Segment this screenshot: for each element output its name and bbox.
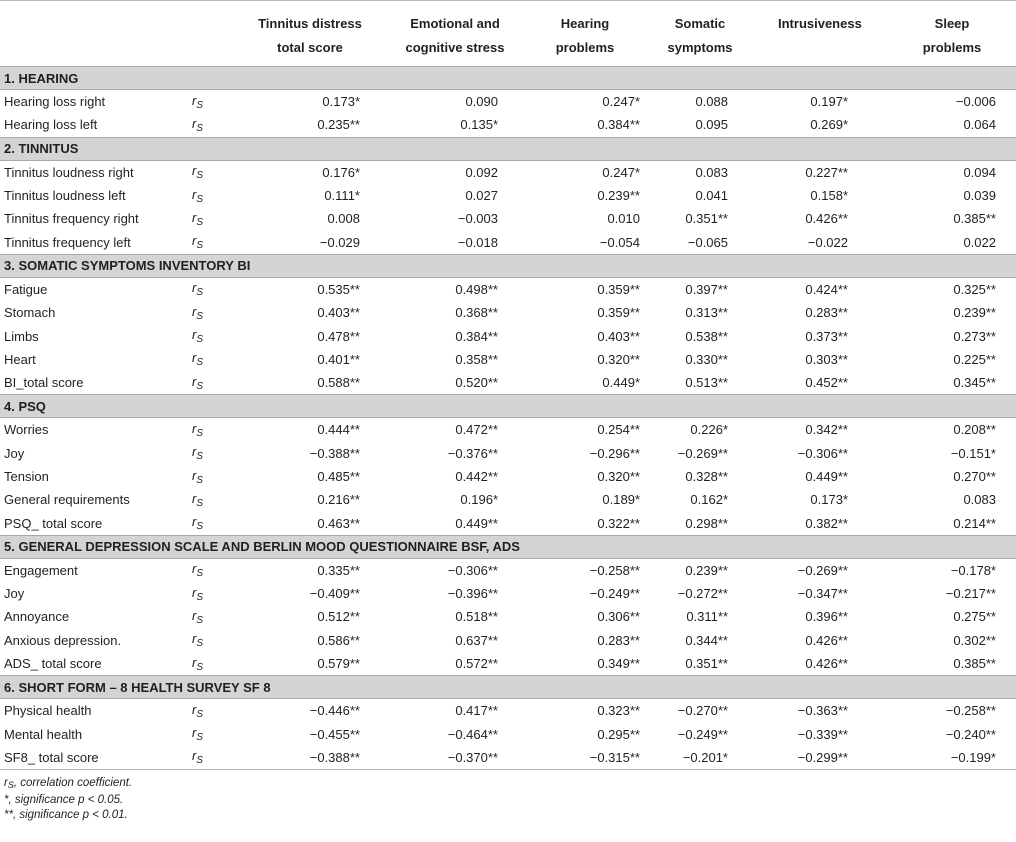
table-cell: 0.538** (685, 328, 728, 344)
table-cell: 0.225** (953, 351, 996, 367)
table-cell: 0.088 (695, 94, 728, 110)
rs-symbol: $r_S$ (192, 514, 204, 533)
table-cell: 0.239** (685, 562, 728, 578)
table-cell: 0.384** (455, 328, 498, 344)
table-cell: 0.325** (953, 281, 996, 297)
table-cell: 0.478** (317, 328, 360, 344)
table-cell: 0.385** (953, 211, 996, 227)
table-cell: 0.208** (953, 422, 996, 438)
table-cell: 0.135* (460, 117, 498, 133)
table-row-fatigue (0, 277, 1016, 301)
table-cell: 0.283** (597, 632, 640, 648)
table-cell: 0.306** (597, 609, 640, 625)
table-row-hearing-loss-right (0, 90, 1016, 114)
table-cell: −0.299** (760, 746, 888, 770)
table-cell: 0.345** (953, 375, 996, 391)
table-cell: −0.363** (797, 703, 848, 719)
table-row-engagement (0, 558, 1016, 582)
table-cell: 0.313** (685, 305, 728, 321)
rs-symbol: $r_S$ (192, 350, 204, 369)
section-header-2 (0, 137, 1016, 160)
table-cell: −0.240** (945, 726, 996, 742)
table-cell: 0.330** (685, 351, 728, 367)
rs-symbol: $r_S$ (192, 654, 204, 673)
table-cell: 0.449** (455, 515, 498, 531)
header-empty-rs (188, 1, 240, 67)
table-cell: 0.572** (455, 656, 498, 672)
table-cell: 0.368** (455, 305, 498, 321)
header-col-tinnitus-distress: Tinnitus distress total score (240, 1, 380, 67)
table-cell: 0.442** (455, 469, 498, 484)
row-label: Annoyance (4, 609, 70, 625)
table-cell: 0.359** (597, 305, 640, 321)
footnotes (0, 770, 1016, 823)
table-cell: 0.303** (805, 351, 848, 367)
table-cell: 0.323** (597, 703, 640, 719)
table-cell: 0.247* (602, 94, 640, 110)
table-cell: −0.269** (797, 562, 848, 578)
table-cell: 0.083 (963, 492, 996, 508)
table-row-worries (0, 418, 1016, 442)
table-cell: 0.472** (455, 422, 498, 438)
header-col-hearing-problems: Hearing problems (530, 1, 640, 67)
rs-symbol: $r_S$ (192, 444, 204, 463)
table-row-mental-health (0, 723, 1016, 746)
rs-symbol: $r_S$ (188, 746, 240, 770)
table-cell: −0.199* (888, 746, 1016, 770)
table-cell: −0.272** (677, 586, 728, 602)
table-cell: −0.022 (807, 234, 848, 250)
section-title: 6. SHORT FORM – 8 HEALTH SURVEY SF 8 (0, 676, 1016, 699)
row-label: Anxious depression. (4, 632, 122, 648)
table-cell: 0.320** (597, 351, 640, 367)
table-cell: 0.197* (810, 94, 848, 110)
table-cell: −0.054 (599, 234, 640, 250)
table-cell: 0.396** (805, 609, 848, 625)
table-cell: 0.270** (953, 469, 996, 484)
table-cell: 0.351** (685, 656, 728, 672)
table-row-stomach (0, 301, 1016, 324)
header-col-sleep-problems: Sleep problems (888, 1, 1016, 67)
table-cell: 0.320** (597, 469, 640, 484)
table-cell: 0.094 (963, 164, 996, 180)
table-cell: 0.176* (322, 164, 360, 180)
row-label: Hearing loss right (4, 94, 106, 110)
table-row-limbs (0, 324, 1016, 347)
table-cell: 0.342** (805, 422, 848, 438)
table-cell: −0.409** (309, 586, 360, 602)
row-label: PSQ_ total score (4, 515, 103, 531)
row-label: Stomach (4, 305, 56, 321)
rs-symbol: $r_S$ (192, 420, 204, 439)
table-cell: 0.586** (317, 632, 360, 648)
rs-symbol: $r_S$ (192, 303, 204, 322)
table-cell: 0.090 (465, 94, 498, 110)
table-cell: 0.226* (690, 422, 728, 438)
table-cell: 0.426** (805, 632, 848, 648)
table-row-bi-total-score (0, 371, 1016, 395)
rs-symbol: $r_S$ (192, 327, 204, 346)
footnote-rs: $r_S$, correlation coefficient. (4, 777, 133, 791)
row-label: ADS_ total score (4, 656, 102, 672)
table-row-joy (0, 582, 1016, 605)
rs-symbol: $r_S$ (192, 725, 204, 744)
table-cell: 0.403** (317, 305, 360, 321)
table-cell: 0.302** (953, 632, 996, 648)
row-label: Joy (4, 445, 25, 461)
table-cell: −0.178* (950, 562, 996, 578)
table-cell: −0.446** (309, 703, 360, 719)
table-cell: −0.006 (955, 94, 996, 110)
table-cell: −0.269** (677, 445, 728, 461)
header-col-intrusiveness: Intrusiveness (760, 1, 888, 67)
table-cell: 0.041 (695, 188, 728, 204)
table-cell: 0.328** (685, 469, 728, 484)
table-cell: 0.351** (685, 211, 728, 227)
row-label: Joy (4, 586, 25, 602)
row-label: Hearing loss left (4, 117, 98, 133)
table-cell: 0.027 (465, 188, 498, 204)
table-row-tinnitus-frequency-left (0, 230, 1016, 254)
header-empty (0, 1, 188, 67)
section-title: 2. TINNITUS (0, 137, 1016, 160)
rs-symbol: $r_S$ (192, 115, 204, 134)
rs-symbol: $r_S$ (192, 186, 204, 205)
table-row-psq-total-score (0, 511, 1016, 535)
row-label: General requirements (4, 492, 130, 508)
table-cell: 0.227** (805, 164, 848, 180)
table-cell: 0.382** (805, 515, 848, 531)
table-cell: 0.239** (597, 188, 640, 204)
table-cell: 0.485** (317, 469, 360, 484)
table-cell: 0.269* (810, 117, 848, 133)
row-label: Tinnitus loudness left (4, 188, 126, 204)
table-cell: 0.092 (465, 164, 498, 180)
table-cell: −0.258** (589, 562, 640, 578)
rs-symbol: $r_S$ (192, 163, 204, 182)
table-cell: 0.298** (685, 515, 728, 531)
table-cell: 0.235** (317, 117, 360, 133)
table-row-annoyance (0, 605, 1016, 628)
table-cell: 0.083 (695, 164, 728, 180)
table-cell: 0.520** (455, 375, 498, 391)
table-cell: 0.039 (963, 188, 996, 204)
table-cell: −0.339** (797, 726, 848, 742)
table-cell: 0.239** (953, 305, 996, 321)
table-cell: 0.637** (455, 632, 498, 648)
header-col-emotional-cognitive: Emotional and cognitive stress (380, 1, 530, 67)
table-cell: 0.162* (690, 492, 728, 508)
table-cell: 0.452** (805, 375, 848, 391)
rs-symbol: $r_S$ (192, 467, 204, 486)
table-cell: 0.335** (317, 562, 360, 578)
section-header-1 (0, 67, 1016, 90)
row-label: Engagement (4, 562, 78, 578)
row-label: Mental health (4, 726, 83, 742)
table-cell: −0.347** (797, 586, 848, 602)
table-cell: 0.498** (455, 281, 498, 297)
table-cell: 0.111* (324, 188, 360, 204)
rs-symbol: $r_S$ (192, 584, 204, 603)
rs-symbol: $r_S$ (192, 92, 204, 111)
table-cell: −0.151* (950, 445, 996, 461)
row-label: BI_total score (4, 375, 84, 391)
table-row-joy (0, 442, 1016, 465)
table-cell: 0.417** (455, 703, 498, 719)
table-cell: −0.370** (380, 746, 530, 770)
row-label: Tension (4, 469, 49, 484)
table-cell: −0.018 (457, 234, 498, 250)
table-row-hearing-loss-left (0, 113, 1016, 137)
table-cell: −0.201* (640, 746, 760, 770)
table-cell: 0.275** (953, 609, 996, 625)
rs-symbol: $r_S$ (192, 373, 204, 392)
section-header-3 (0, 254, 1016, 277)
footnote-one-star: *, significance p < 0.05. (4, 794, 124, 807)
header-row (0, 1, 1016, 67)
table-cell: 0.518** (455, 609, 498, 625)
table-cell: 0.424** (805, 281, 848, 297)
table-row-tinnitus-loudness-left (0, 184, 1016, 207)
table-cell: 0.173* (322, 94, 360, 110)
table-cell: 0.384** (597, 117, 640, 133)
table-cell: 0.401** (317, 351, 360, 367)
table-cell: 0.283** (805, 305, 848, 321)
table-cell: −0.258** (945, 703, 996, 719)
table-cell: −0.306** (797, 445, 848, 461)
row-label: Worries (4, 422, 49, 438)
table-row-ads-total-score (0, 652, 1016, 676)
table-cell: 0.397** (685, 281, 728, 297)
table-cell: −0.270** (677, 703, 728, 719)
table-row-tinnitus-frequency-right (0, 207, 1016, 230)
table-cell: 0.214** (953, 515, 996, 531)
table-cell: −0.464** (447, 726, 498, 742)
rs-symbol: $r_S$ (192, 631, 204, 650)
table-cell: 0.158* (810, 188, 848, 204)
table-cell: 0.196* (460, 492, 498, 508)
section-header-4 (0, 395, 1016, 418)
table-row-general-requirements (0, 488, 1016, 511)
table-cell: 0.008 (327, 211, 360, 227)
section-title: 3. SOMATIC SYMPTOMS INVENTORY BI (0, 254, 1016, 277)
row-label: Limbs (4, 328, 39, 344)
table-cell: 0.189* (602, 492, 640, 508)
section-title: 1. HEARING (0, 67, 1016, 90)
table-cell: −0.217** (945, 586, 996, 602)
table-cell: 0.311** (686, 609, 728, 625)
table-cell: −0.029 (319, 234, 360, 250)
table-cell: 0.322** (597, 515, 640, 531)
table-cell: 0.385** (953, 656, 996, 672)
table-cell: 0.358** (455, 351, 498, 367)
header-col-somatic-symptoms: Somatic symptoms (640, 1, 760, 67)
table-cell: 0.535** (317, 281, 360, 297)
section-title: 4. PSQ (0, 395, 1016, 418)
table-cell: −0.306** (447, 562, 498, 578)
rs-symbol: $r_S$ (192, 490, 204, 509)
row-label: Fatigue (4, 281, 48, 297)
table-cell: 0.022 (963, 234, 996, 250)
table-cell: −0.376** (447, 445, 498, 461)
row-label: SF8_ total score (0, 746, 188, 770)
table-row-heart (0, 348, 1016, 371)
table-cell: −0.249** (677, 726, 728, 742)
table-cell: 0.426** (805, 211, 848, 227)
table-cell: 0.513** (685, 375, 728, 391)
section-title: 5. GENERAL DEPRESSION SCALE AND BERLIN MOOD QUESTIONNAIRE BSF, ADS (0, 535, 1016, 558)
row-label: Physical health (4, 703, 92, 719)
table-cell: 0.579** (317, 656, 360, 672)
table-row-sf8-total-score (0, 746, 1016, 770)
table-cell: 0.449** (805, 469, 848, 484)
table-cell: 0.095 (695, 117, 728, 133)
table-cell: 0.512** (317, 609, 360, 625)
row-label: Tinnitus frequency right (4, 211, 139, 227)
table-cell: 0.426** (805, 656, 848, 672)
row-label: Heart (4, 351, 36, 367)
table-cell: −0.003 (457, 211, 498, 227)
rs-symbol: $r_S$ (192, 561, 204, 580)
table-cell: 0.173* (810, 492, 848, 508)
table-cell: 0.403** (597, 328, 640, 344)
rs-symbol: $r_S$ (192, 607, 204, 626)
rs-symbol: $r_S$ (192, 701, 204, 720)
rs-symbol: $r_S$ (192, 280, 204, 299)
table-cell: −0.396** (447, 586, 498, 602)
table-cell: 0.247* (602, 164, 640, 180)
section-header-5 (0, 535, 1016, 558)
table-cell: 0.444** (317, 422, 360, 438)
table-cell: 0.359** (597, 281, 640, 297)
table-cell: −0.315** (530, 746, 640, 770)
table-row-physical-health (0, 699, 1016, 723)
table-cell: −0.249** (589, 586, 640, 602)
section-header-6 (0, 676, 1016, 699)
table-cell: 0.273** (953, 328, 996, 344)
table-row-tinnitus-loudness-right (0, 160, 1016, 184)
table-cell: 0.344** (685, 632, 728, 648)
table-cell: 0.463** (317, 515, 360, 531)
table-cell: 0.295** (597, 726, 640, 742)
table-cell: 0.254** (597, 422, 640, 438)
table-cell: −0.455** (309, 726, 360, 742)
rs-symbol: $r_S$ (192, 233, 204, 252)
rs-symbol: $r_S$ (192, 209, 204, 228)
table-cell: 0.449* (602, 375, 640, 391)
table-row-anxious-depression (0, 629, 1016, 652)
table-cell: −0.388** (309, 445, 360, 461)
table-cell: 0.216** (317, 492, 360, 508)
footnote-two-star: **, significance p < 0.01. (4, 809, 128, 822)
table-cell: 0.588** (317, 375, 360, 391)
table-cell: 0.064 (963, 117, 996, 133)
table-row-tension (0, 465, 1016, 488)
table-cell: 0.349** (597, 656, 640, 672)
table-cell: −0.388** (240, 746, 380, 770)
row-label: Tinnitus loudness right (4, 164, 134, 180)
table-cell: −0.296** (589, 445, 640, 461)
row-label: Tinnitus frequency left (4, 234, 131, 250)
table-cell: 0.373** (805, 328, 848, 344)
table-cell: −0.065 (687, 234, 728, 250)
table-cell: 0.010 (607, 211, 640, 227)
